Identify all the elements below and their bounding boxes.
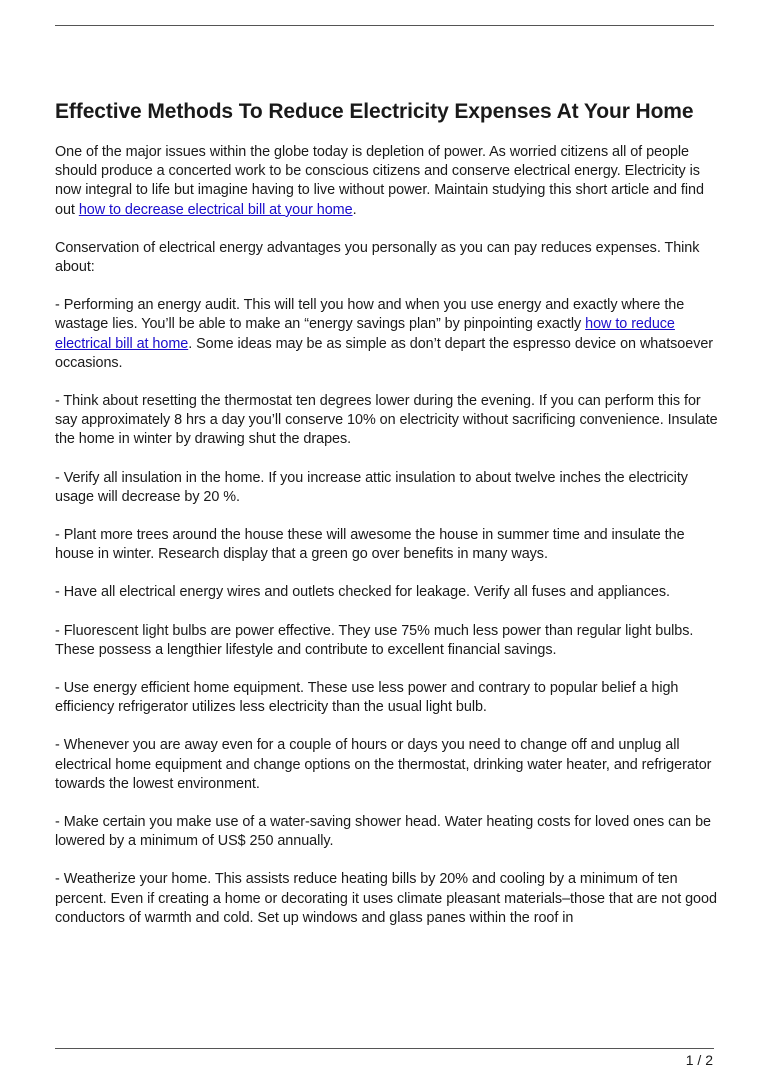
paragraph-weatherize: - Weatherize your home. This assists reduce heating bills by 20% and cooling by a minimum of ten percent. Even if creating a home or decorating it uses climate pleasant materials–those that are not good conductors of warmth and cold. Set up windows and glass panes within the roof in	[55, 871, 717, 926]
paragraph-text: One of the major issues within the globe today is depletion of power. As worried citizens all of people should produce a concerted work to be conscious citizens and conserve electrical energy. Electricity is now integral to life but imagine having to live without power. Maintain studying this short article and find out	[55, 144, 704, 218]
paragraph-unplug: - Whenever you are away even for a couple of hours or days you need to change off and unplug all electrical home equipment and change options on the thermostat, drinking water heater, and refrigerator towards the lowest environment.	[55, 737, 712, 792]
paragraph-fluorescent: - Fluorescent light bulbs are power effective. They use 75% much less power than regular light bulbs. These possess a lengthier lifestyle and contribute to excellent financial savings.	[55, 622, 694, 658]
footer-rule	[55, 1048, 714, 1049]
link-reduce-electrical-bill[interactable]: how to reduce electrical bill at home	[55, 316, 675, 352]
document-body	[55, 97, 720, 947]
page-number: 1 / 2	[685, 1052, 713, 1068]
header-rule	[55, 25, 714, 26]
paragraph-conservation: Conservation of electrical energy advantages you personally as you can pay reduces expenses. Think about:	[55, 239, 700, 276]
paragraph-wires: - Have all electrical energy wires and outlets checked for leakage. Verify all fuses and appliances.	[55, 584, 670, 601]
paragraph-trees: - Plant more trees around the house these will awesome the house in summer time and insulate the house in winter. Research display that a green go over benefits in many ways.	[55, 527, 685, 563]
link-decrease-electrical-bill[interactable]: how to decrease electrical bill at your home	[78, 201, 353, 218]
paragraph-insulation: - Verify all insulation in the home. If you increase attic insulation to about twelve inches the electricity usage will decrease by 20 %.	[55, 469, 688, 505]
paragraph-energy-audit	[55, 296, 720, 373]
paragraph-efficient-equipment: - Use energy efficient home equipment. These use less power and contrary to popular belief a high efficiency refrigerator utilizes less electricity than the usual light bulb.	[55, 680, 679, 716]
paragraph-intro	[55, 143, 720, 220]
paragraph-text: . Some ideas may be as simple as don’t depart the espresso device on whatsoever occasions.	[55, 335, 714, 371]
paragraph-shower-head: - Make certain you make use of a water-saving shower head. Water heating costs for loved ones can be lowered by a minimum of US$ 250 annually.	[55, 814, 711, 850]
paragraph-text: .	[352, 201, 357, 218]
document-title: Effective Methods To Reduce Electricity Expenses At Your Home	[55, 100, 694, 123]
paragraph-text: - Performing an energy audit. This will tell you how and when you use energy and exactly where the wastage lies. You’ll be able to make an “energy savings plan” by pinpointing exactly	[55, 297, 685, 333]
paragraph-thermostat: - Think about resetting the thermostat ten degrees lower during the evening. If you can perform this for say approximately 8 hrs a day you’ll conserve 10% on electricity without sacrificing convenience. Insulate the home in winter by drawing shut the drapes.	[55, 393, 718, 448]
